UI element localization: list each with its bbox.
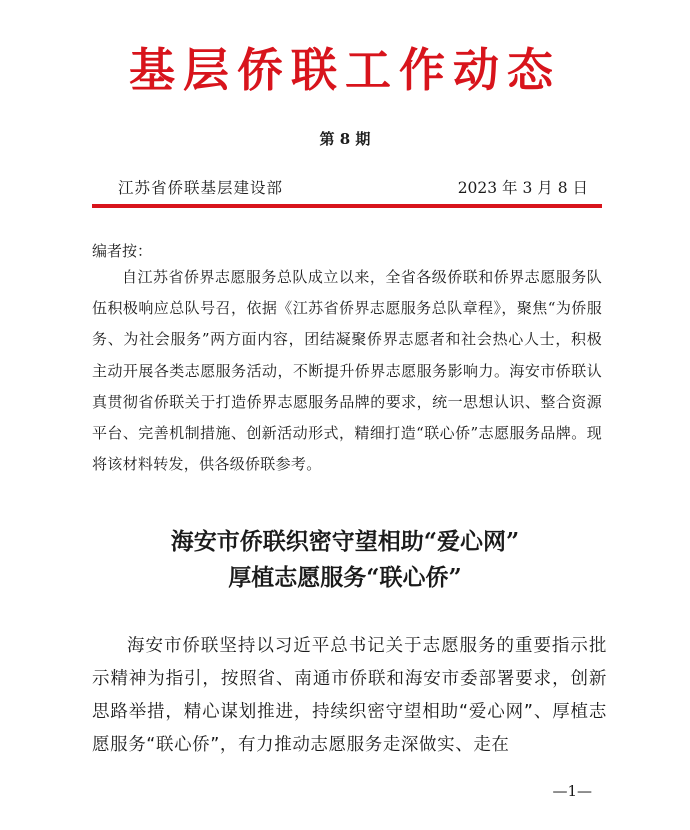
red-divider-rule	[92, 204, 602, 208]
editor-note-text: 自江苏省侨界志愿服务总队成立以来，全省各级侨联和侨界志愿服务队伍积极响应总队号召，依据《江苏省侨界志愿服务总队章程》，聚焦“为侨服务、为社会服务”两方面内容，团结凝聚侨界志愿者和社会热心人士，积极主动开展各类志愿服务活动，不断提升侨界志愿服务影响力。海安市侨联认真贯彻省侨联关于打造侨界志愿服务品牌的要求，统一思想认识、整合资源平台、完善机制措施、创新活动形式，精细打造“联心侨”志愿服务品牌。现将该材料转发，供各级侨联参考。	[92, 268, 602, 474]
headline-line-1: 海安市侨联织密守望相助“爱心网”	[170, 528, 520, 555]
headline-line-2: 厚植志愿服务“联心侨”	[228, 564, 462, 591]
article-body: 海安市侨联坚持以习近平总书记关于志愿服务的重要指示批示精神为指引，按照省、南通市侨联和海安市委部署要求，创新思路举措，精心谋划推进，持续织密守望相助“爱心网”、厚植志愿服务“联心侨”，有力推动志愿服务走深做实、走在	[92, 636, 607, 755]
masthead-title: 基层侨联工作动态	[129, 43, 561, 97]
issue-number: 第 8 期	[319, 130, 371, 148]
editor-note-label: 编者按：	[92, 242, 153, 260]
article-headline	[0, 524, 690, 596]
issue-date: 2023 年 3 月 8 日	[457, 179, 588, 197]
page-number: —1—	[552, 782, 592, 800]
issuing-organization: 江苏省侨联基层建设部	[118, 179, 284, 197]
